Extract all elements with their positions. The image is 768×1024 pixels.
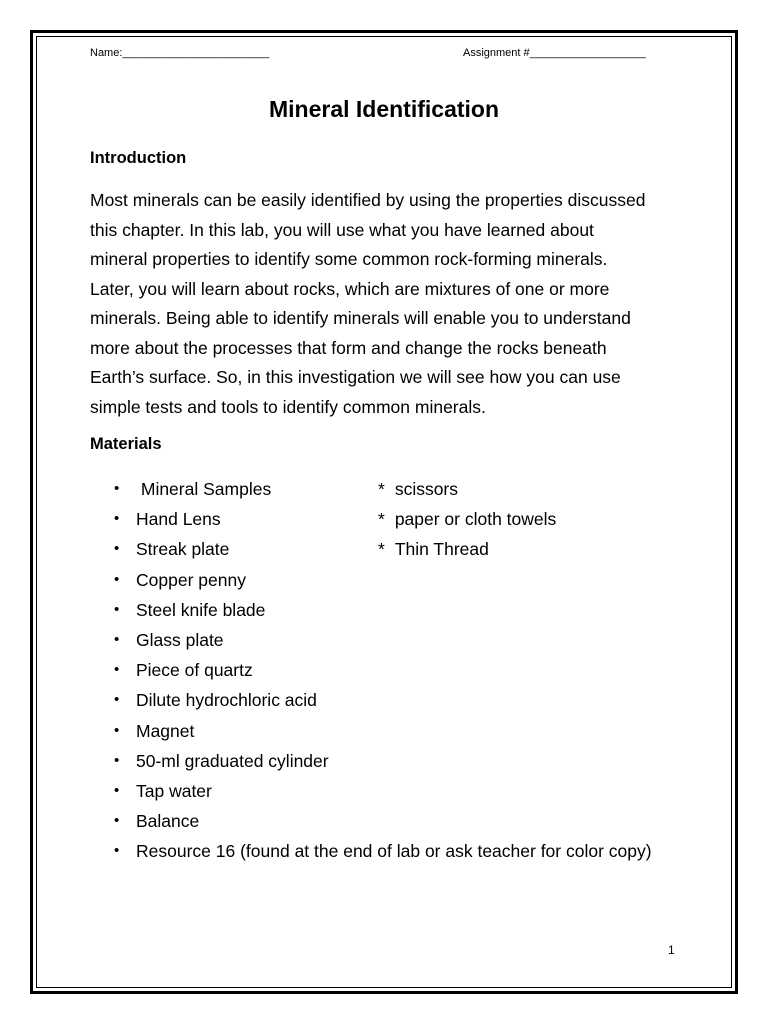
list-item-label: Resource 16 (found at the end of lab or ask teacher for color copy) bbox=[136, 841, 652, 862]
list-item bbox=[112, 836, 652, 866]
bullet-icon: • bbox=[114, 812, 120, 830]
list-item-label: Steel knife blade bbox=[136, 599, 266, 620]
introduction-paragraph: Most minerals can be easily identified by using the properties discussed this chapter. In this lab, you will use what you have learned about mineral properties to identify some common rock-forming minerals. Later, you will learn about rocks, which are mixtures of one or more minerals. Being able to identify minerals will enable you to understand more about the processes that form and change the rocks beneath Earth’s surface. So, in this investigation we will see how you can use simple tests and tools to identify common minerals. bbox=[90, 190, 646, 417]
bullet-icon: • bbox=[114, 751, 120, 769]
page-number: 1 bbox=[668, 943, 675, 957]
list-item bbox=[112, 685, 652, 715]
list-item-label: Copper penny bbox=[136, 569, 246, 590]
assignment-field: Assignment #___________________ bbox=[463, 47, 646, 59]
list-item-label: Dilute hydrochloric acid bbox=[136, 690, 317, 711]
materials-list-right bbox=[378, 474, 556, 565]
list-item bbox=[378, 474, 556, 504]
asterisk-icon: * bbox=[378, 479, 385, 499]
list-item-label: Streak plate bbox=[136, 539, 230, 560]
introduction-heading: Introduction bbox=[90, 149, 187, 167]
bullet-icon: • bbox=[114, 570, 120, 588]
list-item bbox=[112, 565, 652, 595]
list-item-label: Tap water bbox=[136, 780, 212, 801]
list-item bbox=[112, 716, 652, 746]
bullet-icon: • bbox=[114, 540, 120, 558]
list-item bbox=[112, 655, 652, 685]
bullet-icon: • bbox=[114, 842, 120, 860]
list-item-label: Mineral Samples bbox=[136, 479, 272, 499]
bullet-icon: • bbox=[114, 691, 120, 709]
asterisk-icon: * bbox=[378, 509, 385, 530]
list-item-label: paper or cloth towels bbox=[394, 509, 557, 530]
list-item-label: Piece of quartz bbox=[136, 660, 253, 681]
bullet-icon: • bbox=[114, 781, 120, 799]
list-item-label: Magnet bbox=[136, 720, 195, 741]
bullet-icon: • bbox=[114, 600, 120, 618]
list-item bbox=[112, 806, 652, 836]
list-item-label: Thin Thread bbox=[394, 539, 489, 560]
bullet-icon: • bbox=[114, 721, 120, 739]
list-item-label: Hand Lens bbox=[136, 509, 221, 530]
name-field: Name:________________________ bbox=[90, 47, 270, 59]
list-item-label: Balance bbox=[136, 811, 200, 832]
list-item-label: Glass plate bbox=[136, 629, 224, 650]
list-item bbox=[112, 625, 652, 655]
list-item-label: 50-ml graduated cylinder bbox=[136, 750, 329, 771]
bullet-icon: • bbox=[114, 510, 120, 528]
bullet-icon: • bbox=[114, 661, 120, 679]
list-item-label: scissors bbox=[394, 479, 459, 499]
asterisk-icon: * bbox=[378, 539, 385, 560]
list-item bbox=[378, 504, 556, 534]
list-item bbox=[112, 746, 652, 776]
document-title: Mineral Identification bbox=[268, 96, 500, 122]
list-item bbox=[112, 595, 652, 625]
list-item bbox=[378, 534, 556, 564]
bullet-icon: • bbox=[114, 480, 120, 497]
list-item bbox=[112, 776, 652, 806]
materials-heading: Materials bbox=[90, 435, 162, 453]
bullet-icon: • bbox=[114, 630, 120, 648]
